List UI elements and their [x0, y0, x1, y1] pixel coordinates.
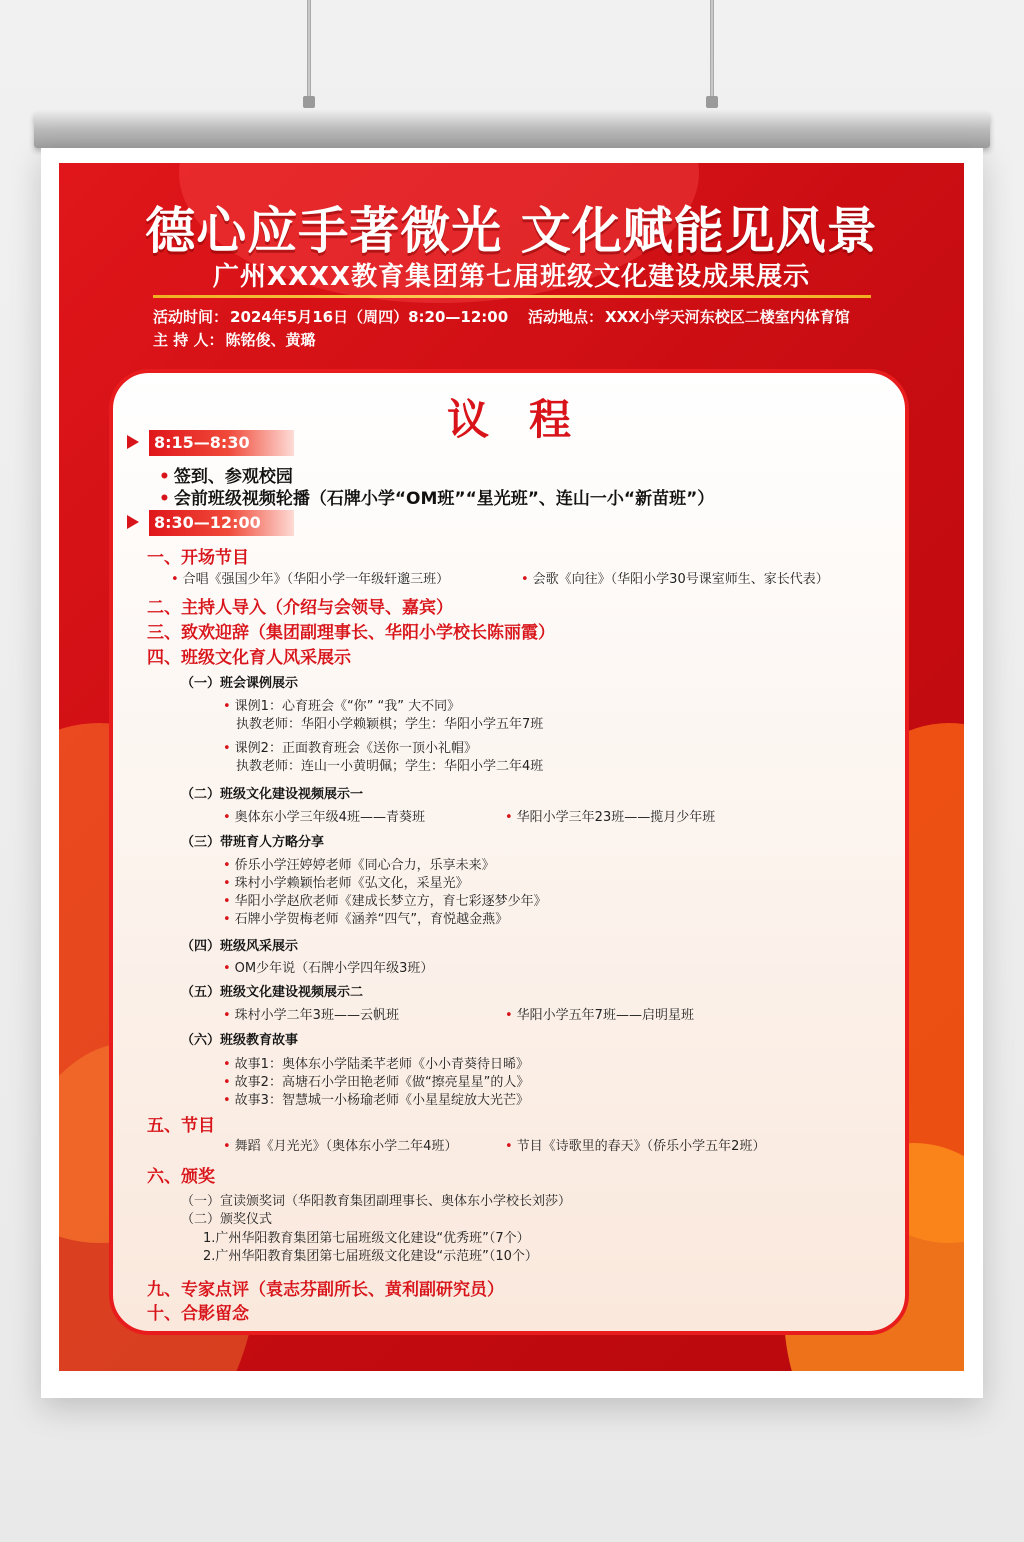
section-heading: 一、开场节目: [147, 548, 249, 568]
list-item: • 签到、参观校园: [159, 462, 293, 487]
list-item: • OM少年说（石牌小学四年级3班）: [223, 957, 433, 976]
event-host: [153, 329, 315, 350]
host-label: 主 持 人：: [153, 331, 224, 349]
list-item: • 奥体东小学三年级4班——青葵班: [223, 806, 425, 825]
list-item: • 故事2：高塘石小学田艳老师《做“擦亮星星”的人》: [223, 1071, 529, 1090]
event-time: [153, 306, 508, 327]
list-item: • 故事3：智慧城一小杨瑜老师《小星星绽放大光芒》: [223, 1089, 529, 1108]
triangle-icon: [127, 515, 139, 529]
list-item: • 石牌小学贺梅老师《涵养“四气”，育悦越金燕》: [223, 908, 508, 927]
section-heading: 五、节目: [147, 1116, 215, 1136]
divider: [153, 295, 871, 298]
section-heading: 十、合影留念: [147, 1304, 249, 1324]
subsection-heading: （二）班级文化建设视频展示一: [181, 787, 364, 802]
list-item-detail: 执教老师：华阳小学赖颖棋；学生：华阳小学五年7班: [236, 717, 544, 732]
list-item: • 会歌《向往》（华阳小学30号课室师生、家长代表）: [521, 568, 829, 587]
agenda-card: [109, 369, 909, 1335]
subsection-heading: （五）班级文化建设视频展示二: [181, 985, 364, 1000]
list-item: • 舞蹈《月光光》（奥体东小学二年4班）: [223, 1135, 457, 1154]
list-item: • 华阳小学三年23班——揽月少年班: [505, 806, 715, 825]
list-item: （二）颁奖仪式: [181, 1212, 273, 1227]
hanging-wire-right: [710, 0, 714, 100]
list-item: • 节目《诗歌里的春天》（侨乐小学五年2班）: [505, 1135, 765, 1154]
section-heading: 六、颁奖: [147, 1167, 215, 1187]
time-label: 活动时间：: [153, 308, 229, 326]
poster: [59, 163, 964, 1371]
section-heading: 二、主持人导入（介绍与会领导、嘉宾）: [147, 598, 453, 618]
list-item: • 课例1：心育班会《“你” “我” 大不同》: [223, 695, 460, 714]
list-item: 1.广州华阳教育集团第七届班级文化建设“优秀班”（7个）: [203, 1231, 530, 1246]
section-heading: 四、班级文化育人风采展示: [147, 648, 351, 668]
section-heading: 三、致欢迎辞（集团副理事长、华阳小学校长陈丽霞）: [147, 623, 555, 643]
list-item: （一）宣读颁奖词（华阳教育集团副理事长、奥体东小学校长刘莎）: [181, 1194, 572, 1209]
hanging-rail: [34, 112, 990, 148]
list-item: • 会前班级视频轮播（石牌小学“OM班”“星光班”、连山一小“新苗班”）: [159, 484, 714, 509]
time-slot-1: 8:15—8:30: [149, 430, 294, 456]
list-item: • 珠村小学赖颖怡老师《弘文化，采星光》: [223, 872, 469, 891]
event-place: [528, 306, 850, 327]
list-item: • 珠村小学二年3班——云帆班: [223, 1004, 399, 1023]
list-item: 2.广州华阳教育集团第七届班级文化建设“示范班”（10个）: [203, 1249, 538, 1264]
poster-title: 德心应手著微光 文化赋能见风景: [145, 202, 878, 260]
list-item: • 侨乐小学汪婷婷老师《同心合力，乐享未来》: [223, 854, 495, 873]
time-slot-2: 8:30—12:00: [149, 510, 294, 536]
place-value: XXX小学天河东校区二楼室内体育馆: [605, 308, 850, 326]
subsection-heading: （六）班级教育故事: [181, 1033, 299, 1048]
triangle-icon: [127, 435, 139, 449]
list-item: • 课例2：正面教育班会《送你一顶小礼帽》: [223, 737, 477, 756]
list-item: • 合唱《强国少年》（华阳小学一年级轩邈三班）: [171, 568, 449, 587]
list-item: • 故事1：奥体东小学陆柔芊老师《小小青葵待日晞》: [223, 1053, 529, 1072]
hanging-wire-left: [307, 0, 311, 100]
subsection-heading: （一）班会课例展示: [181, 676, 299, 691]
agenda-title: 议程: [446, 395, 611, 444]
section-heading: 九、专家点评（袁志芬副所长、黄利副研究员）: [147, 1280, 504, 1300]
host-value: 陈铭俊、黄璐: [225, 331, 316, 349]
list-item-detail: 执教老师：连山一小黄明佩；学生：华阳小学二年4班: [236, 759, 544, 774]
poster-subtitle: 广州XXXX教育集团第七届班级文化建设成果展示: [212, 262, 811, 292]
place-label: 活动地点：: [528, 308, 604, 326]
subsection-heading: （三）带班育人方略分享: [181, 835, 325, 850]
time-value: 2024年5月16日（周四）8:20—12:00: [230, 308, 509, 326]
list-item: • 华阳小学赵欣老师《建成长梦立方，育七彩逐梦少年》: [223, 890, 547, 909]
subsection-heading: （四）班级风采展示: [181, 939, 299, 954]
list-item: • 华阳小学五年7班——启明星班: [505, 1004, 694, 1023]
